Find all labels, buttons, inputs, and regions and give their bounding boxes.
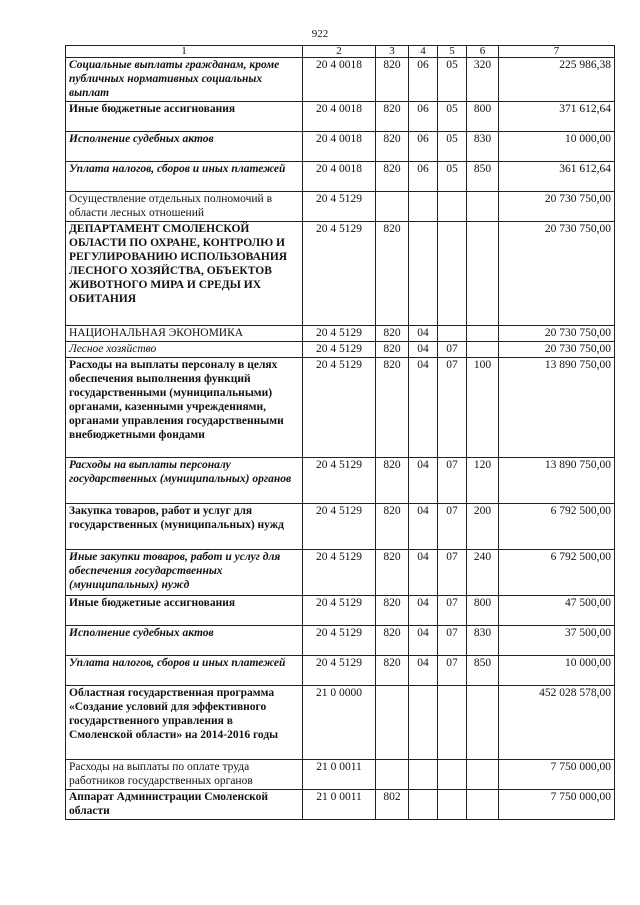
row-name-cell: Социальные выплаты гражданам, кроме публичных нормативных социальных выплат (66, 58, 303, 102)
table-row (66, 504, 615, 550)
row-name-cell: Исполнение судебных актов (66, 626, 303, 656)
row-sum-cell: 371 612,64 (499, 102, 615, 132)
header-col-5: 5 (438, 46, 467, 58)
row-gr-cell: 802 (376, 790, 409, 820)
table-row (66, 342, 615, 358)
row-code-cell: 20 4 5129 (303, 342, 376, 358)
row-name-cell: Лесное хозяйство (66, 342, 303, 358)
row-name-cell: Областная государственная программа «Создание условий для эффективного государственного управления в Смоленской области» на 2014-2016 годы (66, 686, 303, 760)
row-vr-cell: 100 (467, 358, 499, 458)
row-code-cell: 20 4 5129 (303, 656, 376, 686)
row-rz-cell: 04 (409, 596, 438, 626)
row-sum-cell: 10 000,00 (499, 132, 615, 162)
table-row (66, 162, 615, 192)
row-rz-cell: 04 (409, 626, 438, 656)
row-sum-cell: 6 792 500,00 (499, 504, 615, 550)
table-row (66, 458, 615, 504)
row-code-cell: 20 4 5129 (303, 326, 376, 342)
row-vr-cell: 830 (467, 132, 499, 162)
row-sum-cell: 13 890 750,00 (499, 458, 615, 504)
table-row (66, 58, 615, 102)
row-gr-cell (376, 192, 409, 222)
row-name-cell: Уплата налогов, сборов и иных платежей (66, 656, 303, 686)
row-gr-cell: 820 (376, 58, 409, 102)
row-gr-cell: 820 (376, 222, 409, 326)
table-row (66, 596, 615, 626)
row-sum-cell: 10 000,00 (499, 656, 615, 686)
row-name-cell: Расходы на выплаты персоналу государственных (муниципальных) органов (66, 458, 303, 504)
table-row (66, 326, 615, 342)
header-col-7: 7 (499, 46, 615, 58)
page-number: 922 (311, 28, 329, 40)
row-sum-cell: 47 500,00 (499, 596, 615, 626)
row-rz-cell: 06 (409, 162, 438, 192)
row-rz-cell (409, 760, 438, 790)
table-row (66, 192, 615, 222)
row-code-cell: 20 4 0018 (303, 58, 376, 102)
table-row (66, 550, 615, 596)
row-pr-cell (438, 326, 467, 342)
table-row (66, 790, 615, 820)
row-vr-cell: 800 (467, 102, 499, 132)
table-row (66, 102, 615, 132)
table-row (66, 760, 615, 790)
row-pr-cell (438, 686, 467, 760)
row-gr-cell: 820 (376, 342, 409, 358)
row-gr-cell: 820 (376, 132, 409, 162)
row-rz-cell (409, 222, 438, 326)
header-col-2: 2 (303, 46, 376, 58)
row-vr-cell (467, 326, 499, 342)
row-name-cell: Иные бюджетные ассигнования (66, 102, 303, 132)
row-sum-cell: 20 730 750,00 (499, 326, 615, 342)
row-code-cell: 20 4 5129 (303, 550, 376, 596)
row-rz-cell (409, 686, 438, 760)
row-rz-cell: 06 (409, 58, 438, 102)
row-pr-cell: 07 (438, 458, 467, 504)
row-rz-cell (409, 790, 438, 820)
row-vr-cell: 830 (467, 626, 499, 656)
budget-table (65, 45, 615, 820)
row-pr-cell (438, 192, 467, 222)
row-name-cell: Исполнение судебных актов (66, 132, 303, 162)
header-col-6: 6 (467, 46, 499, 58)
row-vr-cell: 850 (467, 656, 499, 686)
header-col-3: 3 (376, 46, 409, 58)
table-row (66, 626, 615, 656)
row-sum-cell: 361 612,64 (499, 162, 615, 192)
row-pr-cell (438, 222, 467, 326)
row-rz-cell: 04 (409, 656, 438, 686)
row-name-cell: Уплата налогов, сборов и иных платежей (66, 162, 303, 192)
table-row (66, 358, 615, 458)
header-col-1: 1 (66, 46, 303, 58)
row-vr-cell: 240 (467, 550, 499, 596)
row-gr-cell: 820 (376, 162, 409, 192)
row-code-cell: 21 0 0011 (303, 790, 376, 820)
table-row (66, 686, 615, 760)
row-pr-cell: 07 (438, 626, 467, 656)
row-code-cell: 20 4 5129 (303, 358, 376, 458)
row-pr-cell: 05 (438, 102, 467, 132)
row-code-cell: 20 4 5129 (303, 504, 376, 550)
row-vr-cell (467, 192, 499, 222)
row-name-cell: Закупка товаров, работ и услуг для государственных (муниципальных) нужд (66, 504, 303, 550)
row-gr-cell: 820 (376, 358, 409, 458)
row-sum-cell: 7 750 000,00 (499, 760, 615, 790)
row-code-cell: 20 4 0018 (303, 102, 376, 132)
row-sum-cell: 20 730 750,00 (499, 192, 615, 222)
row-rz-cell: 04 (409, 326, 438, 342)
row-pr-cell: 05 (438, 162, 467, 192)
row-code-cell: 20 4 5129 (303, 458, 376, 504)
row-pr-cell: 07 (438, 342, 467, 358)
row-sum-cell: 20 730 750,00 (499, 342, 615, 358)
row-gr-cell: 820 (376, 326, 409, 342)
row-rz-cell: 06 (409, 132, 438, 162)
row-gr-cell: 820 (376, 504, 409, 550)
row-vr-cell (467, 222, 499, 326)
table-row (66, 132, 615, 162)
row-gr-cell: 820 (376, 656, 409, 686)
row-sum-cell: 7 750 000,00 (499, 790, 615, 820)
row-code-cell: 20 4 5129 (303, 596, 376, 626)
row-pr-cell: 07 (438, 358, 467, 458)
row-sum-cell: 452 028 578,00 (499, 686, 615, 760)
row-gr-cell (376, 760, 409, 790)
header-col-4: 4 (409, 46, 438, 58)
row-gr-cell: 820 (376, 102, 409, 132)
row-name-cell: Осуществление отдельных полномочий в области лесных отношений (66, 192, 303, 222)
row-rz-cell: 04 (409, 358, 438, 458)
row-rz-cell (409, 192, 438, 222)
row-code-cell: 20 4 5129 (303, 626, 376, 656)
row-rz-cell: 04 (409, 342, 438, 358)
row-rz-cell: 04 (409, 550, 438, 596)
row-gr-cell: 820 (376, 458, 409, 504)
row-name-cell: Расходы на выплаты персоналу в целях обеспечения выполнения функций государственными (муниципальными) органами, казенными учреждениями, органами управления государственными внебюджетными фондами (66, 358, 303, 458)
row-vr-cell: 850 (467, 162, 499, 192)
row-sum-cell: 20 730 750,00 (499, 222, 615, 326)
row-name-cell: Иные закупки товаров, работ и услуг для обеспечения государственных (муниципальных) нужд (66, 550, 303, 596)
row-rz-cell: 04 (409, 458, 438, 504)
row-sum-cell: 13 890 750,00 (499, 358, 615, 458)
row-gr-cell: 820 (376, 596, 409, 626)
row-code-cell: 20 4 0018 (303, 132, 376, 162)
row-pr-cell: 05 (438, 58, 467, 102)
row-sum-cell: 6 792 500,00 (499, 550, 615, 596)
row-vr-cell (467, 760, 499, 790)
table-row (66, 222, 615, 326)
row-name-cell: Иные бюджетные ассигнования (66, 596, 303, 626)
row-vr-cell: 800 (467, 596, 499, 626)
row-code-cell: 20 4 5129 (303, 222, 376, 326)
row-pr-cell (438, 760, 467, 790)
row-pr-cell (438, 790, 467, 820)
row-pr-cell: 07 (438, 504, 467, 550)
row-sum-cell: 37 500,00 (499, 626, 615, 656)
row-gr-cell (376, 686, 409, 760)
row-name-cell: НАЦИОНАЛЬНАЯ ЭКОНОМИКА (66, 326, 303, 342)
row-vr-cell (467, 686, 499, 760)
row-pr-cell: 07 (438, 656, 467, 686)
row-vr-cell (467, 790, 499, 820)
row-code-cell: 21 0 0011 (303, 760, 376, 790)
row-pr-cell: 07 (438, 596, 467, 626)
row-rz-cell: 04 (409, 504, 438, 550)
row-name-cell: Аппарат Администрации Смоленской области (66, 790, 303, 820)
row-rz-cell: 06 (409, 102, 438, 132)
row-name-cell: ДЕПАРТАМЕНТ СМОЛЕНСКОЙ ОБЛАСТИ ПО ОХРАНЕ, КОНТРОЛЮ И РЕГУЛИРОВАНИЮ ИСПОЛЬЗОВАНИЯ ЛЕСНОГО ХОЗЯЙСТВА, ОБЪЕКТОВ ЖИВОТНОГО МИРА И СРЕДЫ ИХ ОБИТАНИЯ (66, 222, 303, 326)
row-name-cell: Расходы на выплаты по оплате труда работников государственных органов (66, 760, 303, 790)
row-gr-cell: 820 (376, 550, 409, 596)
row-vr-cell (467, 342, 499, 358)
row-vr-cell: 320 (467, 58, 499, 102)
row-vr-cell: 200 (467, 504, 499, 550)
header-row (66, 46, 615, 58)
row-pr-cell: 07 (438, 550, 467, 596)
row-pr-cell: 05 (438, 132, 467, 162)
row-vr-cell: 120 (467, 458, 499, 504)
row-code-cell: 20 4 0018 (303, 162, 376, 192)
row-sum-cell: 225 986,38 (499, 58, 615, 102)
row-code-cell: 20 4 5129 (303, 192, 376, 222)
row-code-cell: 21 0 0000 (303, 686, 376, 760)
row-gr-cell: 820 (376, 626, 409, 656)
table-row (66, 656, 615, 686)
